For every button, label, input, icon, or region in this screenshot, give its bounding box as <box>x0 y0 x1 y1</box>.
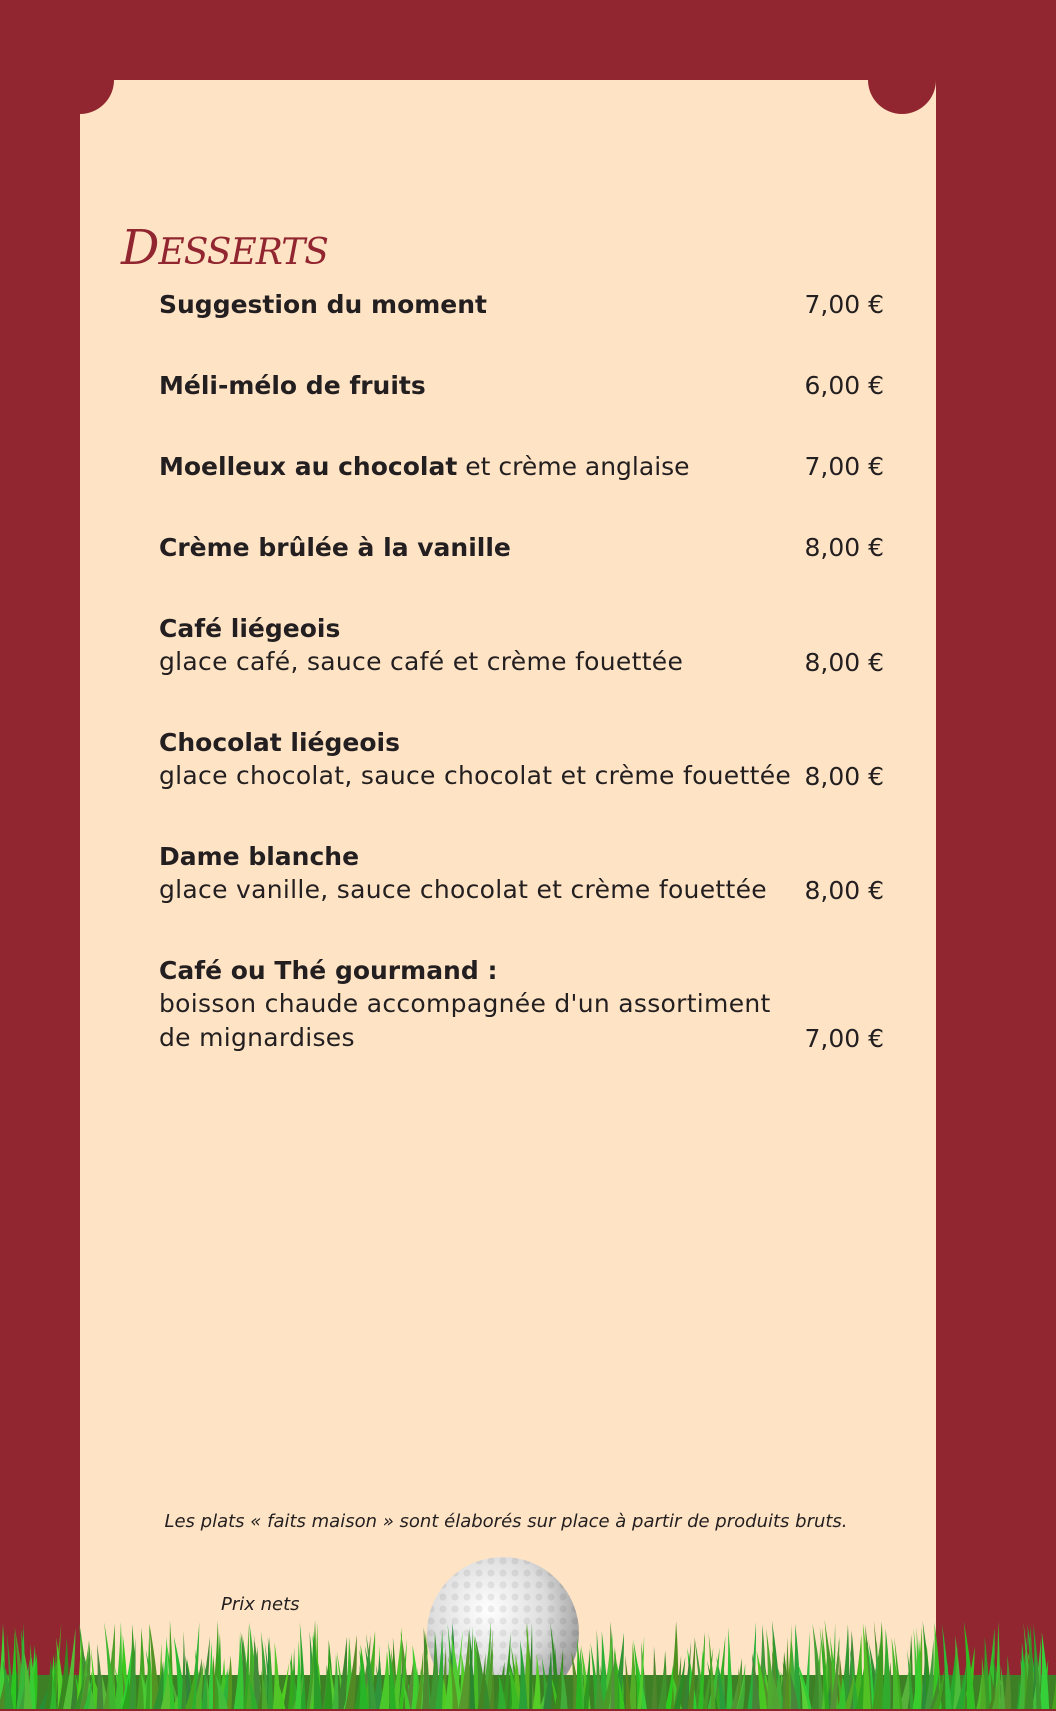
menu-item-price: 8,00 € <box>804 876 884 905</box>
grass-icon <box>0 1620 1056 1709</box>
menu-item <box>159 614 884 679</box>
menu-item-price: 8,00 € <box>804 762 884 791</box>
menu-item-name: Chocolat liégeois <box>159 728 400 757</box>
menu-item-name: Dame blanche <box>159 842 360 871</box>
menu-item <box>159 290 884 319</box>
menu-item-description: boisson chaude accompagnée d'un assortiment <box>159 989 771 1018</box>
menu-item <box>159 728 884 793</box>
menu-item-name: Moelleux au chocolat <box>159 452 458 481</box>
menu-item <box>159 842 884 907</box>
menu-item <box>159 371 884 400</box>
menu-item-name: Crème brûlée à la vanille <box>159 533 511 562</box>
menu-item-name: Café ou Thé gourmand : <box>159 956 498 985</box>
menu-item-name: Méli-mélo de fruits <box>159 371 426 400</box>
menu-item-name: Café liégeois <box>159 614 341 643</box>
page-title: DESSERTS <box>121 220 328 276</box>
menu-item-price: 8,00 € <box>804 648 884 677</box>
menu-item-price: 7,00 € <box>804 290 884 319</box>
menu-item-description: glace vanille, sauce chocolat et crème fouettée <box>159 875 767 904</box>
menu-item <box>159 452 884 481</box>
menu-item-price: 8,00 € <box>804 533 884 562</box>
menu-item <box>159 956 884 1055</box>
menu-item-description: glace chocolat, sauce chocolat et crème fouettée <box>159 761 792 790</box>
card-corner-notch-left <box>46 46 114 114</box>
menu-item-suffix: et crème anglaise <box>457 452 690 481</box>
net-prices-note: Prix nets <box>221 1594 300 1615</box>
menu-item-name: Suggestion du moment <box>159 290 488 319</box>
homemade-note: Les plats « faits maison » sont élaborés sur place à partir de produits bruts. <box>164 1511 848 1532</box>
menu-item-description: glace café, sauce café et crème fouettée <box>159 647 684 676</box>
menu-item-description-line2: de mignardises <box>159 1023 355 1052</box>
menu-item-price: 6,00 € <box>804 371 884 400</box>
card-corner-notch-right <box>868 46 936 114</box>
menu-item <box>159 533 884 562</box>
menu-item-price: 7,00 € <box>804 452 884 481</box>
menu-item-price: 7,00 € <box>804 1024 884 1053</box>
